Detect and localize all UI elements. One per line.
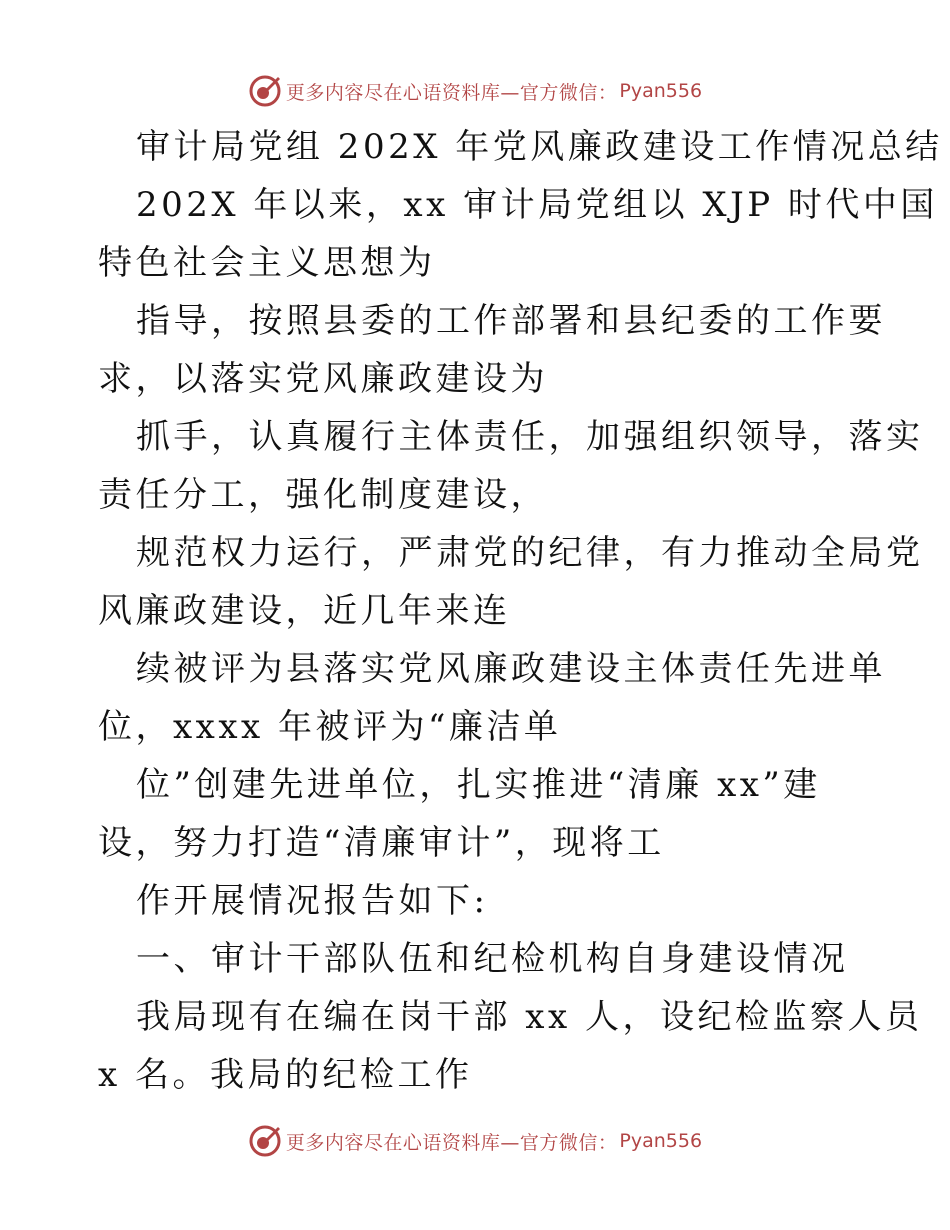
paragraph-line: 位”创建先进单位，扎实推进“清廉 xx”建 [136, 765, 821, 805]
section-heading: 一、审计干部队伍和纪检机构自身建设情况 [136, 939, 849, 979]
paragraph-line: 规范权力运行，严肃党的纪律，有力推动全局党 [136, 533, 924, 573]
header-banner-text: 更多内容尽在心语资料库—官方微信： [285, 81, 618, 104]
pen-logo-icon [248, 1124, 282, 1158]
paragraph-line: 我局现有在编在岗干部 xx 人，设纪检监察人员 [136, 997, 923, 1037]
paragraph-line: 续被评为县落实党风廉政建设主体责任先进单 [136, 649, 886, 689]
document-body [98, 118, 943, 1104]
paragraph-line: 求，以落实党风廉政建设为 [98, 359, 548, 399]
paragraph-line: 202X 年以来，xx 审计局党组以 XJP 时代中国 [136, 185, 938, 225]
pen-logo-icon [248, 74, 282, 108]
paragraph-line: 指导，按照县委的工作部署和县纪委的工作要 [136, 301, 886, 341]
paragraph-line: 特色社会主义思想为 [98, 243, 436, 283]
header-banner [0, 71, 950, 111]
footer-banner-text: 更多内容尽在心语资料库—官方微信： [285, 1131, 618, 1154]
paragraph-line: 作开展情况报告如下: [136, 881, 489, 921]
paragraph-line: x 名。我局的纪检工作 [98, 1055, 473, 1095]
paragraph-line: 位，xxxx 年被评为“廉洁单 [98, 707, 562, 747]
header-banner-id: Pyan556 [619, 80, 703, 102]
paragraph-line: 风廉政建设，近几年来连 [98, 591, 511, 631]
paragraph-line: 抓手，认真履行主体责任，加强组织领导，落实 [136, 417, 924, 457]
footer-banner [0, 1121, 950, 1161]
paragraph-line: 责任分工，强化制度建设， [98, 475, 548, 515]
footer-banner-id: Pyan556 [619, 1130, 703, 1152]
paragraph-line: 设，努力打造“清廉审计”，现将工 [98, 823, 665, 863]
document-title: 审计局党组 202X 年党风廉政建设工作情况总结 [136, 127, 943, 167]
